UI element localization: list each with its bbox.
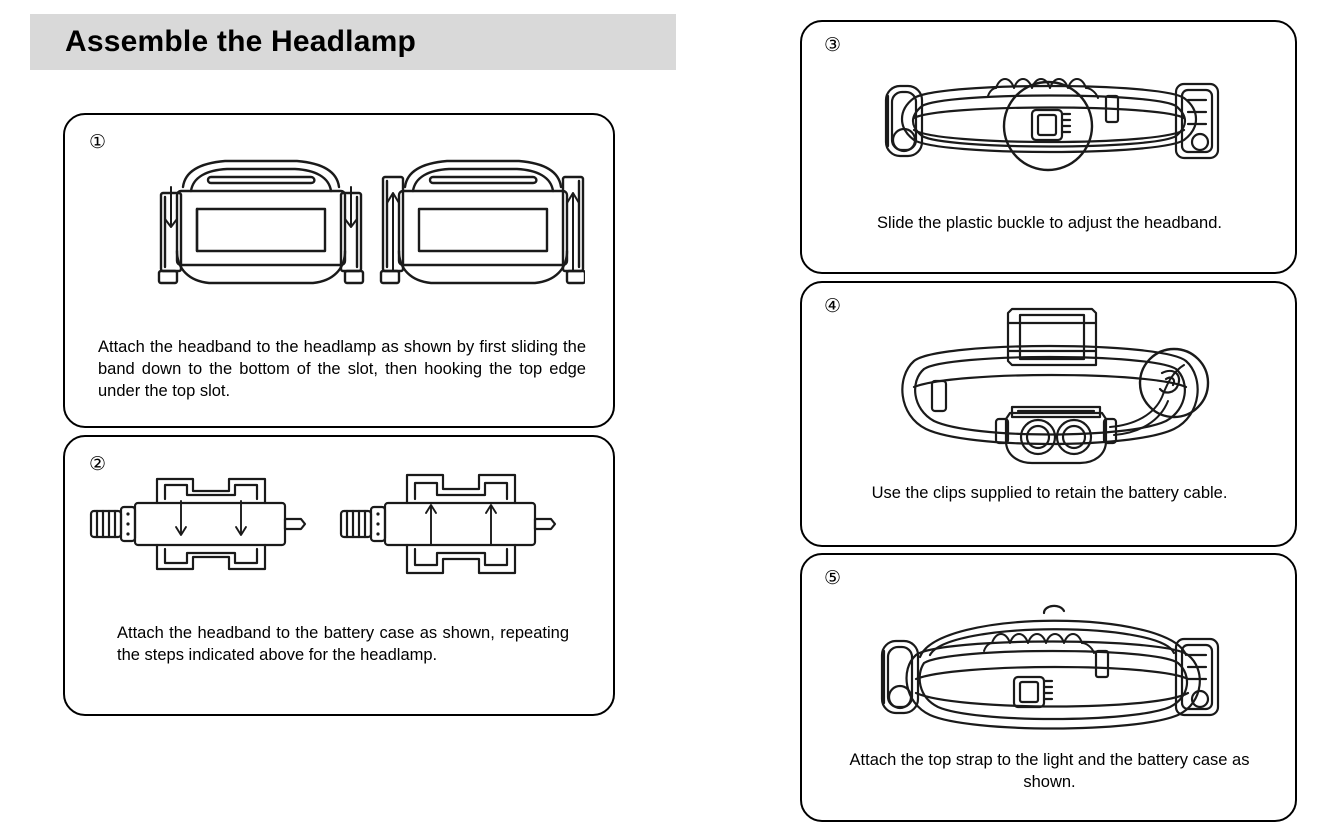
step-number-3: ③ — [824, 35, 842, 56]
step-panel-5 — [800, 553, 1297, 822]
step-3-illustration — [870, 66, 1230, 206]
step-5-caption: Attach the top strap to the light and the battery case as shown. — [849, 751, 1250, 791]
step-panel-3 — [800, 20, 1297, 274]
step-5-illustration — [868, 593, 1238, 753]
step-4-illustration — [862, 295, 1252, 490]
step-2-illustration — [79, 463, 599, 593]
step-1-caption: Attach the headband to the headlamp as shown by first sliding the band down to the bottom of the slot, then hooking the top edge under the top slot. — [98, 338, 586, 400]
step-number-5: ⑤ — [824, 568, 842, 589]
step-number-4: ④ — [824, 296, 842, 317]
page-title-banner — [30, 14, 676, 70]
step-panel-4 — [800, 281, 1297, 547]
step-number-1: ① — [89, 132, 107, 153]
step-4-caption: Use the clips supplied to retain the battery cable. — [871, 484, 1228, 502]
step-3-caption: Slide the plastic buckle to adjust the headband. — [877, 214, 1222, 232]
step-1-illustration — [115, 147, 585, 337]
step-panel-1 — [63, 113, 615, 428]
step-panel-2 — [63, 435, 615, 716]
page-title: Assemble the Headlamp — [65, 25, 416, 58]
step-number-2: ② — [89, 454, 107, 475]
step-2-caption: Attach the headband to the battery case as shown, repeating the steps indicated above for the headlamp. — [117, 624, 569, 664]
